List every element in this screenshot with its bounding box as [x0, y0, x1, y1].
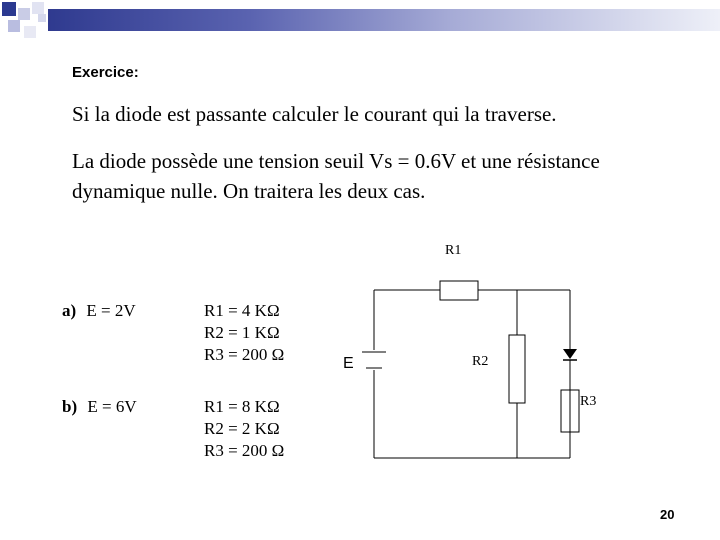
case-b-r1: R1 = 8 KΩ — [204, 397, 280, 416]
resistor-r2 — [509, 335, 525, 403]
r3-label: R3 — [580, 394, 597, 409]
exercise-title: Exercice: — [72, 64, 139, 81]
case-a-r1: R1 = 4 KΩ — [204, 301, 280, 320]
page-number: 20 — [660, 507, 675, 522]
case-b-voltage: E = 6V — [87, 397, 137, 416]
source-label: E — [343, 355, 354, 372]
r1-label: R1 — [445, 243, 462, 258]
case-a-r3: R3 = 200 Ω — [204, 345, 285, 364]
diode-symbol — [563, 349, 577, 359]
case-b-r3: R3 = 200 Ω — [204, 441, 285, 460]
exercise-statement: Si la diode est passante calculer le courant qui la traverse. — [72, 102, 557, 126]
case-b-label: b) — [62, 397, 78, 416]
case-a-voltage: E = 2V — [86, 301, 136, 320]
resistor-r1 — [440, 281, 478, 300]
case-a-r2: R2 = 1 KΩ — [204, 323, 280, 342]
case-b-r2: R2 = 2 KΩ — [204, 419, 280, 438]
r2-label: R2 — [472, 354, 489, 369]
case-a-label: a) — [62, 301, 77, 320]
exercise-details: La diode possède une tension seuil Vs = 0.6V et une résistance dynamique nulle. On traitera les deux cas. — [72, 149, 600, 203]
